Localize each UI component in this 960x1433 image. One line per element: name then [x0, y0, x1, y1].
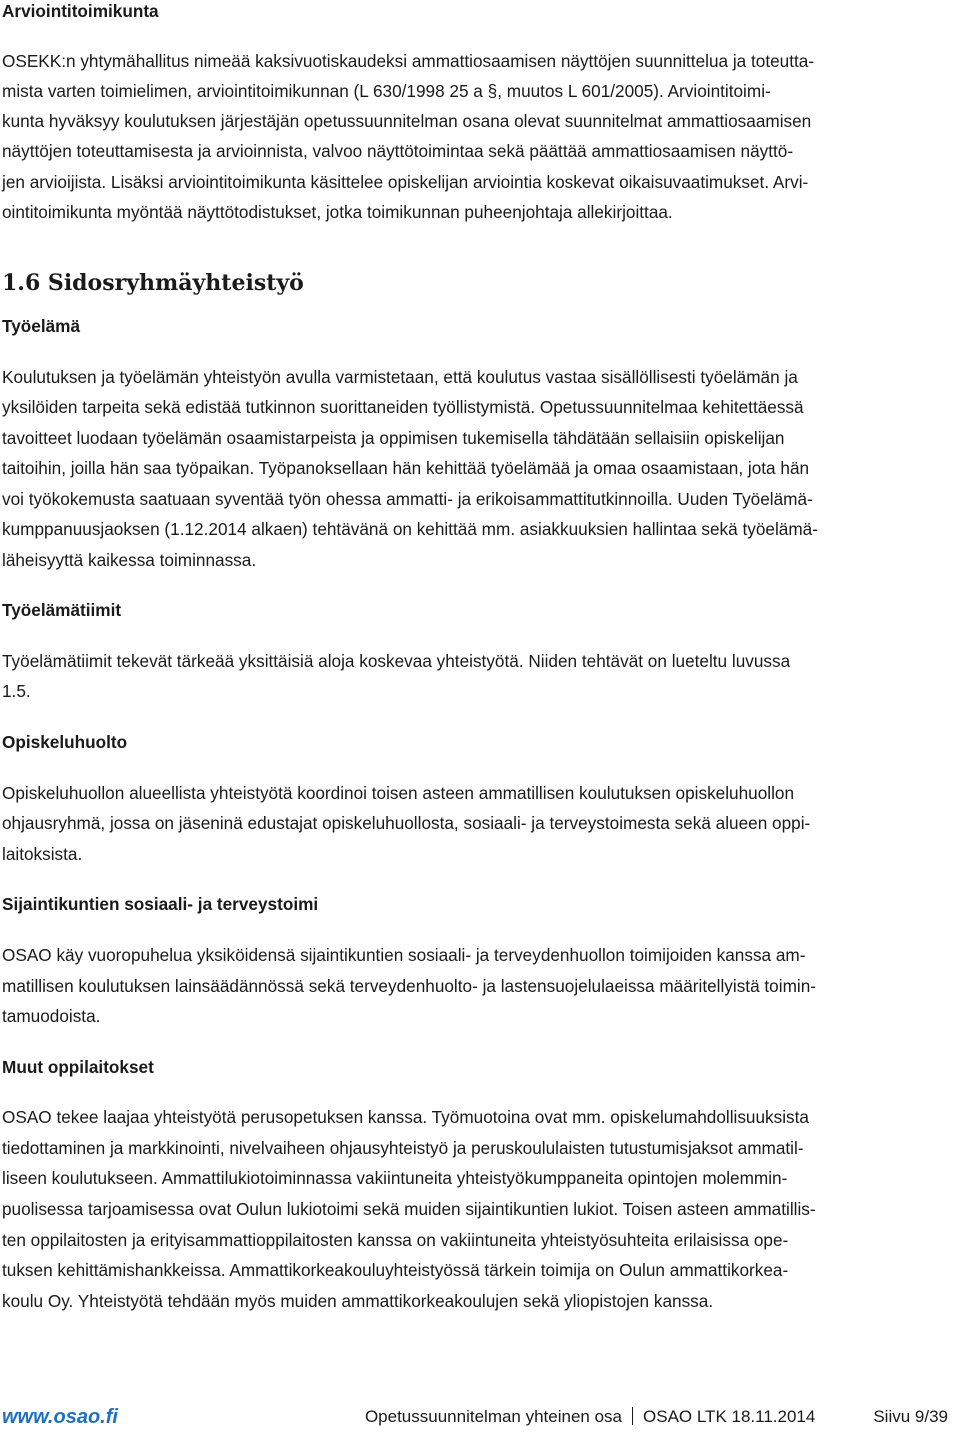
heading-arviointitoimikunta: Arviointitoimikunta	[2, 1, 159, 21]
text-line: matillisen koulutuksen lainsäädännössä sekä terveydenhuolto- ja lastensuojelulaeissa määritellyistä toimin-	[2, 976, 816, 996]
text-line: mista varten toimielimen, arviointitoimikunnan (L 630/1998 25 a §, muutos L 601/2005). Arviointitoimi-	[2, 81, 771, 101]
text-line: puolisessa tarjoamisessa ovat Oulun lukiotoimi sekä muiden sijaintikuntien lukiot. Toisen asteen ammatillis-	[2, 1199, 816, 1219]
text-line: liseen koulutukseen. Ammattilukiotoiminnassa vakiintuneita yhteistyökumppaneita opintojen molemmin-	[2, 1168, 788, 1188]
text-line: Työelämätiimit tekevät tärkeää yksittäisiä aloja koskevaa yhteistyötä. Niiden tehtävät on lueteltu luvussa	[2, 651, 791, 671]
footer-page-number: Siivu 9/39	[873, 1407, 948, 1426]
text-line: Koulutuksen ja työelämän yhteistyön avulla varmistetaan, että koulutus vastaa sisällöllisesti työelämän ja	[2, 367, 798, 387]
text-line: OSAO käy vuoropuhelua yksiköidensä sijaintikuntien sosiaali- ja terveydenhuollon toimijoiden kanssa am-	[2, 945, 806, 965]
heading-sijaintikunnat: Sijaintikuntien sosiaali- ja terveystoimi	[2, 894, 319, 914]
text-line: tiedottaminen ja markkinointi, nivelvaiheen ohjausyhteistyö ja peruskoululaisten tutustumisjaksot ammatil-	[2, 1138, 804, 1158]
text-line: tuksen kehittämishankkeissa. Ammattikorkeakouluyhteistyössä tärkein toimija on Oulun ammattikorkea-	[2, 1260, 789, 1280]
footer-website-link[interactable]: www.osao.fi	[2, 1406, 118, 1428]
text-line: yksilöiden tarpeita sekä edistää tutkinnon suorittaneiden työllistymistä. Opetussuunnitelmaa kehitettäessä	[2, 397, 804, 417]
text-line: taitoihin, joilla hän saa työpaikan. Työpanoksellaan hän kehittää työelämää ja omaa osaamistaan, jota hän	[2, 458, 810, 478]
text-line: ten oppilaitosten ja erityisammattioppilaitosten kanssa on vakiintuneita yhteistyösuhteita erilaisissa ope-	[2, 1230, 789, 1250]
text-line: tamuodoista.	[2, 1006, 101, 1026]
text-line: laitoksista.	[2, 844, 83, 864]
heading-muut-oppilaitokset: Muut oppilaitokset	[2, 1057, 154, 1077]
text-line: kunta hyväksyy koulutuksen järjestäjän opetussuunnitelman osana olevat suunnitelmat ammattiosaamisen	[2, 111, 812, 131]
footer-separator	[632, 1407, 633, 1425]
text-line: OSAO tekee laajaa yhteistyötä perusopetuksen kanssa. Työmuotoina ovat mm. opiskelumahdollisuuksista	[2, 1107, 809, 1127]
text-line: näyttöjen toteuttamisesta ja arvioinnista, valvoo näyttötoimintaa sekä päättää ammattiosaamisen näyttö-	[2, 141, 794, 161]
text-line: ohjausryhmä, jossa on jäseninä edustajat opiskeluhuollosta, sosiaali- ja terveystoimesta sekä alueen oppi-	[2, 813, 811, 833]
heading-opiskeluhuolto: Opiskeluhuolto	[2, 732, 128, 752]
text-line: koulu Oy. Yhteistyötä tehdään myös muiden ammattikorkeakoulujen sekä yliopistojen kanssa.	[2, 1291, 714, 1311]
section-title: 1.6 Sidosryhmäyhteistyö	[2, 270, 304, 296]
footer-info	[365, 1404, 948, 1430]
text-line: kumppanuusjaoksen (1.12.2014 alkaen) tehtävänä on kehittää mm. asiakkuuksien hallintaa sekä työelämä-	[2, 519, 818, 539]
heading-tyoelamatiimit: Työelämätiimit	[2, 600, 122, 620]
text-line: 1.5.	[2, 681, 31, 701]
footer-organization: OSAO LTK 18.11.2014	[643, 1407, 816, 1426]
text-line: läheisyyttä kaikessa toiminnassa.	[2, 550, 257, 570]
footer-document-title: Opetussuunnitelman yhteinen osa	[364, 1407, 623, 1426]
text-line: voi työkokemusta saatuaan syventää työn ohessa ammatti- ja erikoisammattitutkinnoilla. Uuden Työelämä-	[2, 489, 813, 509]
text-line: ointitoimikunta myöntää näyttötodistukset, jotka toimikunnan puheenjohtaja allekirjoittaa.	[2, 202, 673, 222]
text-line: OSEKK:n yhtymähallitus nimeää kaksivuotiskaudeksi ammattiosaamisen näyttöjen suunnittelua ja toteutta-	[2, 51, 815, 71]
text-line: Opiskeluhuollon alueellista yhteistyötä koordinoi toisen asteen ammatillisen koulutuksen opiskeluhuollon	[2, 783, 795, 803]
text-line: tavoitteet luodaan työelämän osaamistarpeista ja oppimisen tukemisella tähdätään sellaisiin opiskelijan	[2, 428, 785, 448]
text-line: jen arvioijista. Lisäksi arviointitoimikunta käsittelee opiskelijan arviointia koskevat oikaisuvaatimukset. Arvi-	[2, 172, 809, 192]
heading-tyoelama: Työelämä	[2, 316, 81, 336]
